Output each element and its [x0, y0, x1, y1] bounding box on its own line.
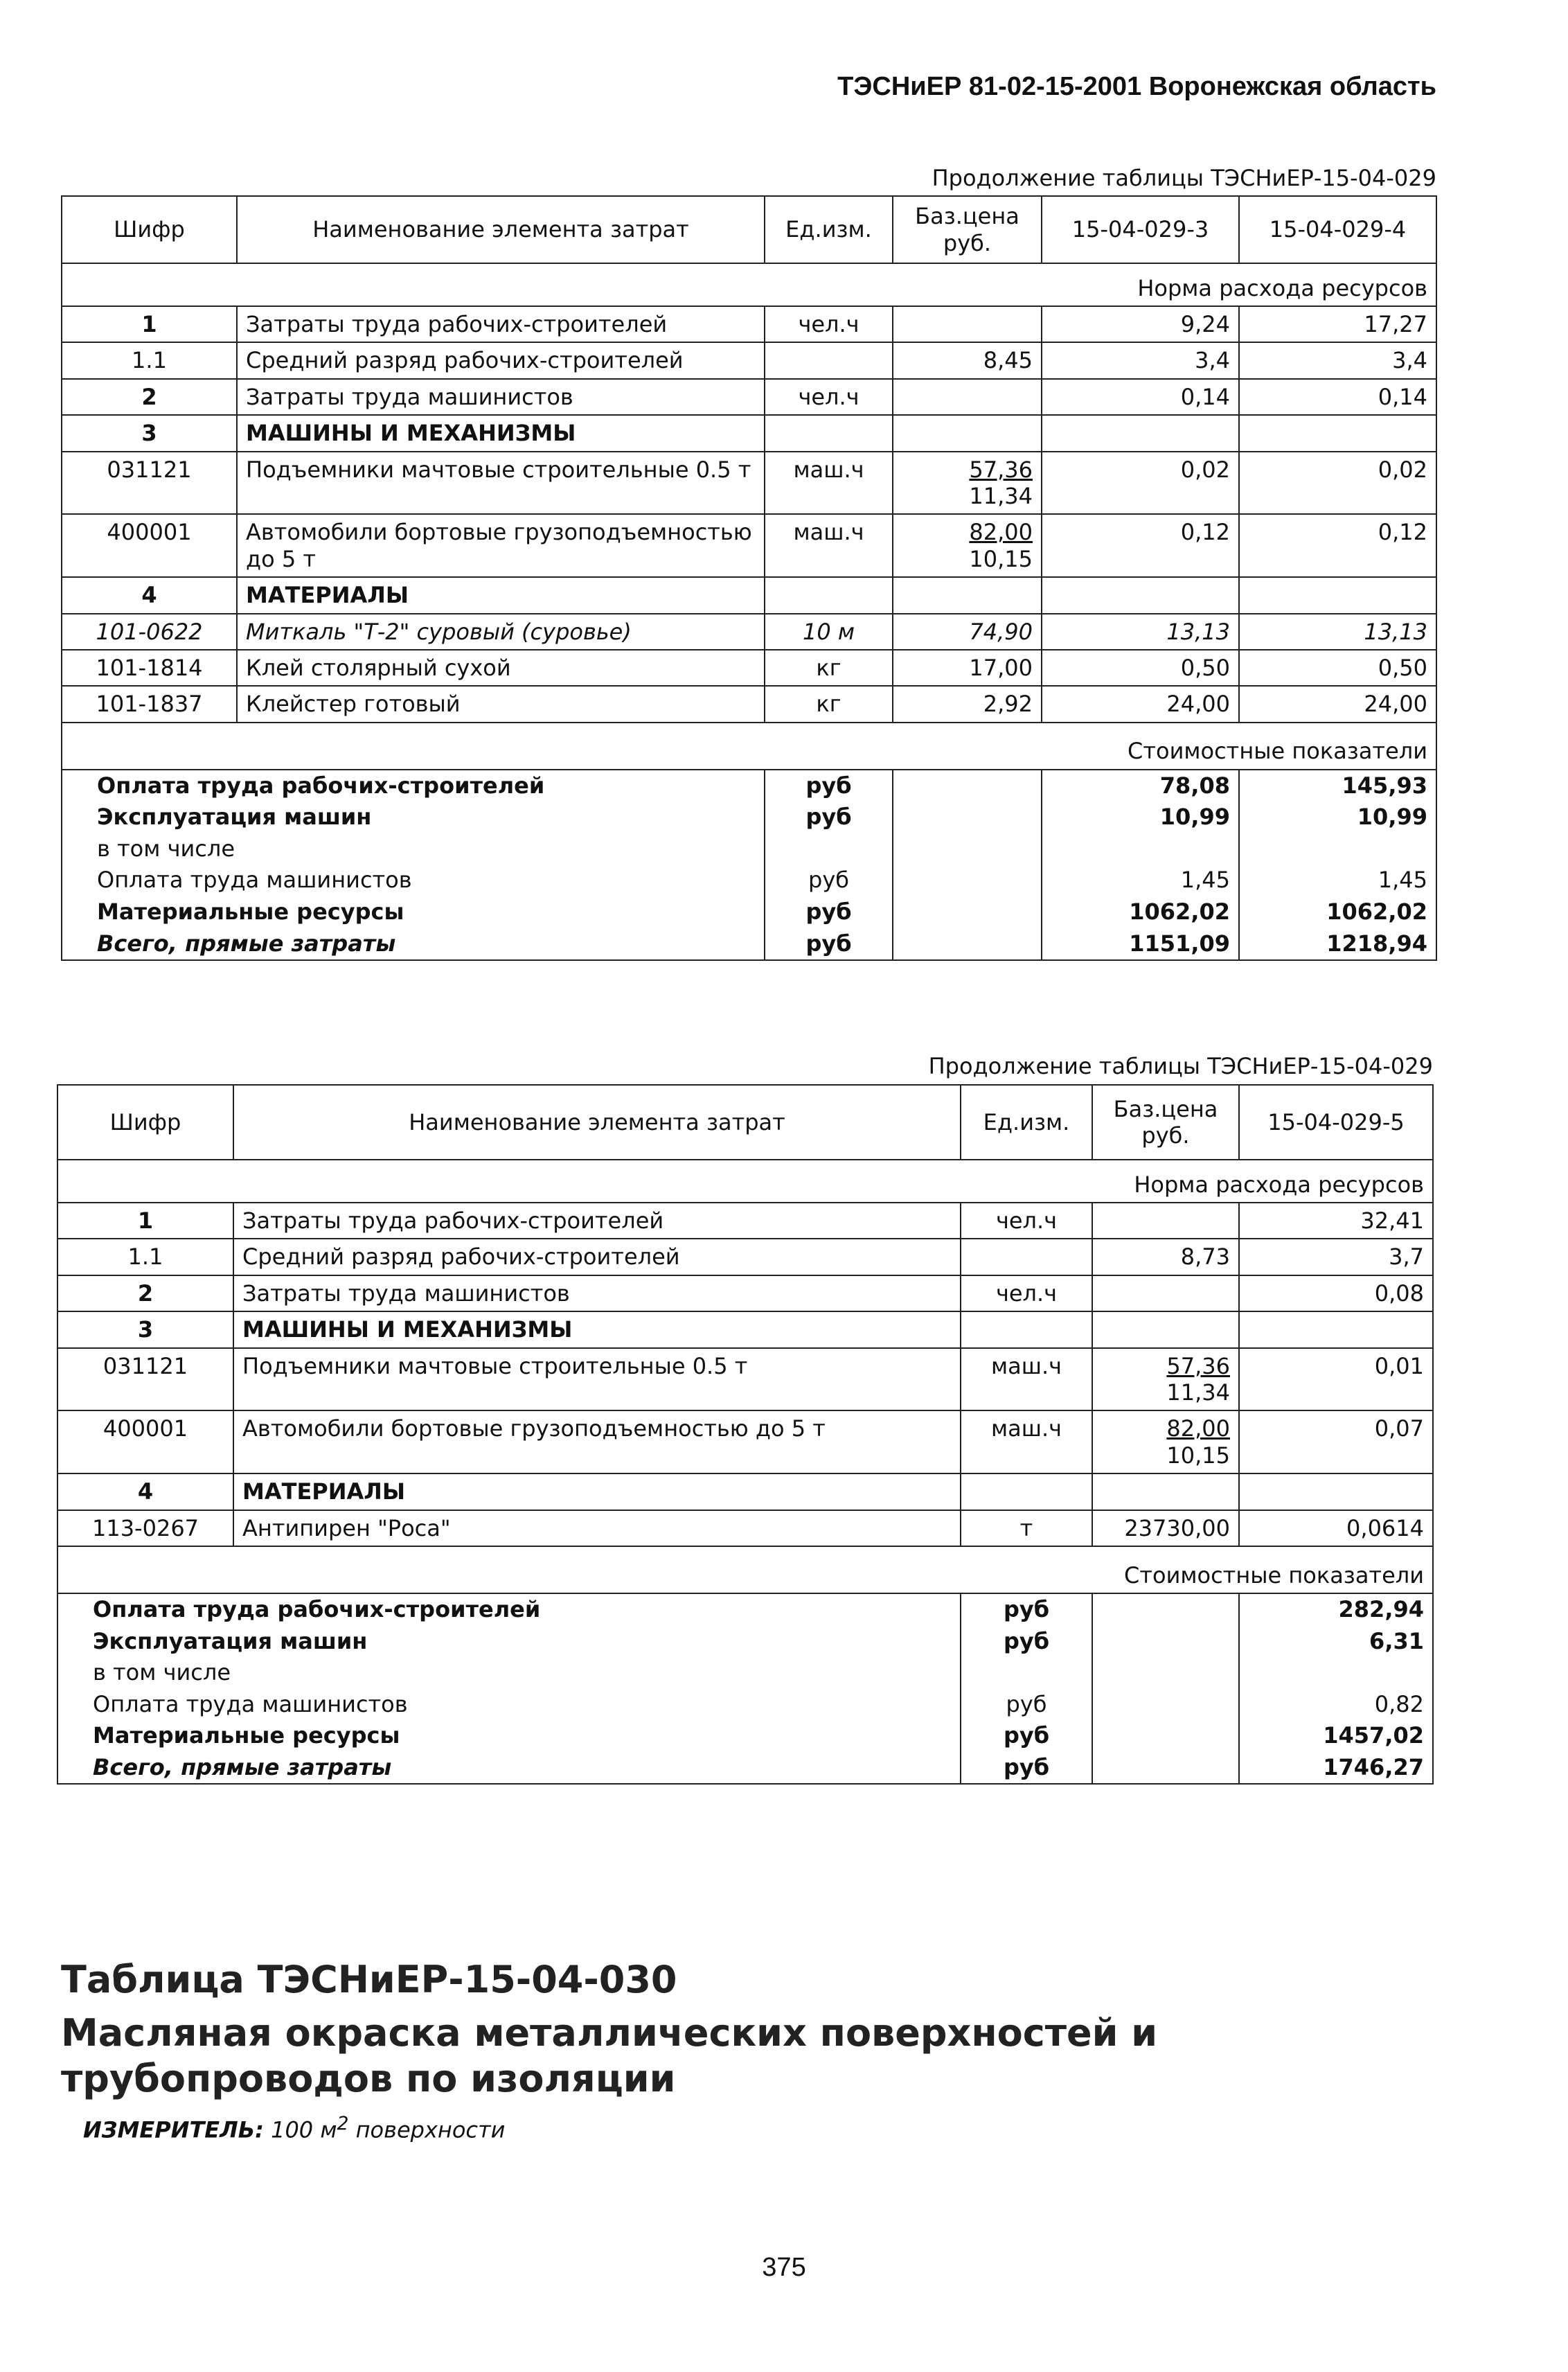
table-row: [62, 514, 1436, 577]
summary-value-3: 10,99: [1042, 802, 1239, 833]
summary-row: [62, 896, 1436, 928]
table-header-row: [62, 196, 1436, 263]
price-wage: 11,34: [1166, 1379, 1230, 1406]
row-name: Подъемники мачтовые строительные 0.5 т: [237, 452, 765, 515]
section-row: [62, 415, 1436, 451]
summary-row: [62, 865, 1436, 896]
measure-line: [83, 2113, 505, 2143]
summary-label: в том числе: [57, 1657, 961, 1689]
row-value-3: 0,14: [1042, 379, 1239, 415]
row-unit: маш.ч: [961, 1348, 1092, 1411]
price-wage: 11,34: [969, 482, 1033, 509]
table-row: [57, 1410, 1433, 1473]
measure-unit-text: поверхности: [355, 2116, 506, 2143]
row-unit: чел.ч: [961, 1203, 1092, 1239]
section-number: 4: [57, 1473, 233, 1510]
section-row: [57, 1473, 1433, 1510]
row-value-4: 3,4: [1239, 342, 1436, 378]
measure-superscript: 2: [337, 2113, 349, 2134]
row-price: 17,00: [893, 650, 1042, 686]
table-row: [62, 379, 1436, 415]
row-unit: кг: [765, 650, 893, 686]
row-price: [893, 452, 1042, 515]
summary-label: Эксплуатация машин: [62, 802, 765, 833]
summary-row: [57, 1626, 1433, 1658]
section-row: [57, 1311, 1433, 1347]
row-value-4: 17,27: [1239, 306, 1436, 342]
col-header-code-4: 15-04-029-4: [1239, 196, 1436, 263]
summary-label: Материальные ресурсы: [57, 1720, 961, 1752]
row-price: [1092, 1348, 1239, 1411]
table-row: [57, 1510, 1433, 1546]
table2-continuation-caption: Продолжение таблицы ТЭСНиЕР-15-04-029: [928, 1053, 1433, 1079]
summary-value-4: 1218,94: [1239, 928, 1436, 961]
norm-caption: Норма расхода ресурсов: [57, 1160, 1433, 1203]
row-code: 1: [57, 1203, 233, 1239]
summary-label: Всего, прямые затраты: [57, 1752, 961, 1785]
row-name: Клейстер готовый: [237, 686, 765, 722]
summary-value-5: 6,31: [1239, 1626, 1433, 1658]
section-title: МАТЕРИАЛЫ: [233, 1473, 961, 1510]
summary-label: в том числе: [62, 833, 765, 865]
summary-unit: руб: [961, 1626, 1092, 1658]
section-number: 3: [62, 415, 237, 451]
norm-caption-row: [62, 263, 1436, 306]
row-value-4: 0,12: [1239, 514, 1436, 577]
row-value-4: 24,00: [1239, 686, 1436, 722]
page-number: 375: [762, 2253, 806, 2282]
measure-label: ИЗМЕРИТЕЛЬ:: [83, 2116, 264, 2143]
col-header-code: Шифр: [62, 196, 237, 263]
summary-label: Оплата труда машинистов: [62, 865, 765, 896]
summary-value-3: 78,08: [1042, 770, 1239, 802]
col-header-base-price: Баз.цена руб.: [1092, 1085, 1239, 1160]
summary-value-3: 1151,09: [1042, 928, 1239, 961]
summary-row: [62, 770, 1436, 802]
col-header-unit: Ед.изм.: [765, 196, 893, 263]
summary-label: Оплата труда машинистов: [57, 1689, 961, 1721]
row-price: 8,45: [893, 342, 1042, 378]
cost-caption: Стоимостные показатели: [62, 723, 1436, 770]
row-price: [893, 306, 1042, 342]
summary-row: [57, 1689, 1433, 1721]
row-value-5: 0,08: [1239, 1275, 1433, 1311]
summary-value-5: 282,94: [1239, 1593, 1433, 1626]
norm-caption-row: [57, 1160, 1433, 1203]
summary-value-3: 1,45: [1042, 865, 1239, 896]
summary-value-4: 1062,02: [1239, 896, 1436, 928]
row-code: 2: [62, 379, 237, 415]
price-wage: 10,15: [1166, 1442, 1230, 1469]
row-value-3: 13,13: [1042, 614, 1239, 650]
row-unit: чел.ч: [765, 306, 893, 342]
row-unit: 10 м: [765, 614, 893, 650]
row-value-3: 24,00: [1042, 686, 1239, 722]
col-header-name: Наименование элемента затрат: [237, 196, 765, 263]
summary-row: [57, 1720, 1433, 1752]
cost-caption: Стоимостные показатели: [57, 1546, 1433, 1593]
row-code: 1: [62, 306, 237, 342]
row-code: 101-1814: [62, 650, 237, 686]
measure-value: 100 м: [271, 2116, 337, 2143]
row-value-5: 32,41: [1239, 1203, 1433, 1239]
table-row: [57, 1348, 1433, 1411]
resource-table-1: [61, 195, 1437, 961]
row-value-3: 9,24: [1042, 306, 1239, 342]
col-header-unit: Ед.изм.: [961, 1085, 1092, 1160]
row-code: 101-1837: [62, 686, 237, 722]
row-value-4: 0,02: [1239, 452, 1436, 515]
row-code: 2: [57, 1275, 233, 1311]
row-price: [1092, 1410, 1239, 1473]
row-price: [1092, 1275, 1239, 1311]
col-header-code-5: 15-04-029-5: [1239, 1085, 1433, 1160]
table-row: [57, 1275, 1433, 1311]
summary-value-4: 1,45: [1239, 865, 1436, 896]
row-unit: т: [961, 1510, 1092, 1546]
row-name: Подъемники мачтовые строительные 0.5 т: [233, 1348, 961, 1411]
table-header-row: [57, 1085, 1433, 1160]
table-row: [57, 1239, 1433, 1275]
row-value-3: 0,12: [1042, 514, 1239, 577]
table-row: [57, 1203, 1433, 1239]
row-unit: [961, 1239, 1092, 1275]
table1-continuation-caption: Продолжение таблицы ТЭСНиЕР-15-04-029: [932, 165, 1436, 191]
row-name: Затраты труда машинистов: [237, 379, 765, 415]
summary-unit: руб: [765, 770, 893, 802]
row-price: [1092, 1203, 1239, 1239]
section-number: 3: [57, 1311, 233, 1347]
row-unit: чел.ч: [765, 379, 893, 415]
row-value-3: 0,02: [1042, 452, 1239, 515]
row-unit: маш.ч: [961, 1410, 1092, 1473]
summary-value-3: 1062,02: [1042, 896, 1239, 928]
summary-value-5: 1746,27: [1239, 1752, 1433, 1785]
table-row: [62, 306, 1436, 342]
table-row: [62, 614, 1436, 650]
price-total: 57,36: [1166, 1352, 1230, 1379]
summary-row: [62, 833, 1436, 865]
row-code: 031121: [62, 452, 237, 515]
row-name: Средний разряд рабочих-строителей: [237, 342, 765, 378]
summary-row: [57, 1657, 1433, 1689]
row-code: 400001: [57, 1410, 233, 1473]
summary-unit: руб: [961, 1752, 1092, 1785]
row-value-5: 0,07: [1239, 1410, 1433, 1473]
col-header-code-3: 15-04-029-3: [1042, 196, 1239, 263]
summary-unit: руб: [765, 928, 893, 961]
summary-row: [57, 1593, 1433, 1626]
row-price: [893, 379, 1042, 415]
col-header-name: Наименование элемента затрат: [233, 1085, 961, 1160]
summary-row: [62, 928, 1436, 961]
summary-value-4: 10,99: [1239, 802, 1436, 833]
row-value-3: 0,50: [1042, 650, 1239, 686]
section-title: МАШИНЫ И МЕХАНИЗМЫ: [233, 1311, 961, 1347]
table-row: [62, 686, 1436, 722]
table-row: [62, 452, 1436, 515]
row-value-5: 0,01: [1239, 1348, 1433, 1411]
row-code: 400001: [62, 514, 237, 577]
price-total: 57,36: [969, 456, 1033, 483]
row-unit: [765, 342, 893, 378]
row-name: Автомобили бортовые грузоподъемностью до 5 т: [233, 1410, 961, 1473]
cost-caption-row: [57, 1546, 1433, 1593]
row-name: Затраты труда рабочих-строителей: [233, 1203, 961, 1239]
row-price: 2,92: [893, 686, 1042, 722]
summary-label: Материальные ресурсы: [62, 896, 765, 928]
row-code: 1.1: [62, 342, 237, 378]
row-name: Затраты труда машинистов: [233, 1275, 961, 1311]
summary-label: Оплата труда рабочих-строителей: [62, 770, 765, 802]
row-price: 23730,00: [1092, 1510, 1239, 1546]
summary-value-5: 1457,02: [1239, 1720, 1433, 1752]
row-name: Антипирен "Роса": [233, 1510, 961, 1546]
row-name: Средний разряд рабочих-строителей: [233, 1239, 961, 1275]
row-unit: маш.ч: [765, 452, 893, 515]
section-table-subtitle: Масляная окраска металлических поверхностей и трубопроводов по изоляции: [61, 2011, 1158, 2100]
cost-caption-row: [62, 723, 1436, 770]
row-name: Затраты труда рабочих-строителей: [237, 306, 765, 342]
summary-unit: руб: [765, 865, 893, 896]
table-row: [62, 650, 1436, 686]
price-total: 82,00: [969, 519, 1033, 546]
row-code: 101-0622: [62, 614, 237, 650]
row-price: 74,90: [893, 614, 1042, 650]
row-value-4: 0,14: [1239, 379, 1436, 415]
summary-unit: руб: [961, 1593, 1092, 1626]
row-name: Миткаль "Т-2" суровый (суровье): [237, 614, 765, 650]
summary-unit: руб: [961, 1689, 1092, 1721]
summary-row: [62, 802, 1436, 833]
row-price: 8,73: [1092, 1239, 1239, 1275]
row-name: Клей столярный сухой: [237, 650, 765, 686]
row-value-3: 3,4: [1042, 342, 1239, 378]
summary-unit: руб: [765, 896, 893, 928]
price-wage: 10,15: [969, 545, 1033, 572]
summary-label: Эксплуатация машин: [57, 1626, 961, 1658]
row-value-4: 13,13: [1239, 614, 1436, 650]
row-unit: кг: [765, 686, 893, 722]
section-title: МАТЕРИАЛЫ: [237, 577, 765, 613]
col-header-base-price: Баз.цена руб.: [893, 196, 1042, 263]
table-row: [62, 342, 1436, 378]
row-name: Автомобили бортовые грузоподъемностью до 5 т: [237, 514, 765, 577]
section-row: [62, 577, 1436, 613]
summary-label: Оплата труда рабочих-строителей: [57, 1593, 961, 1626]
row-unit: чел.ч: [961, 1275, 1092, 1311]
row-unit: маш.ч: [765, 514, 893, 577]
document-header: ТЭСНиЕР 81-02-15-2001 Воронежская область: [837, 72, 1436, 101]
summary-label: Всего, прямые затраты: [62, 928, 765, 961]
row-price: [893, 514, 1042, 577]
section-table-title: Таблица ТЭСНиЕР-15-04-030: [61, 1958, 677, 2001]
norm-caption: Норма расхода ресурсов: [62, 263, 1436, 306]
row-code: 1.1: [57, 1239, 233, 1275]
section-title: МАШИНЫ И МЕХАНИЗМЫ: [237, 415, 765, 451]
summary-value-5: 0,82: [1239, 1689, 1433, 1721]
summary-value-4: 145,93: [1239, 770, 1436, 802]
summary-row: [57, 1752, 1433, 1785]
price-total: 82,00: [1166, 1415, 1230, 1442]
col-header-code: Шифр: [57, 1085, 233, 1160]
row-value-4: 0,50: [1239, 650, 1436, 686]
row-value-5: 3,7: [1239, 1239, 1433, 1275]
summary-unit: руб: [765, 802, 893, 833]
summary-unit: руб: [961, 1720, 1092, 1752]
row-code: 113-0267: [57, 1510, 233, 1546]
row-code: 031121: [57, 1348, 233, 1411]
row-value-5: 0,0614: [1239, 1510, 1433, 1546]
section-number: 4: [62, 577, 237, 613]
resource-table-2: [57, 1084, 1434, 1785]
